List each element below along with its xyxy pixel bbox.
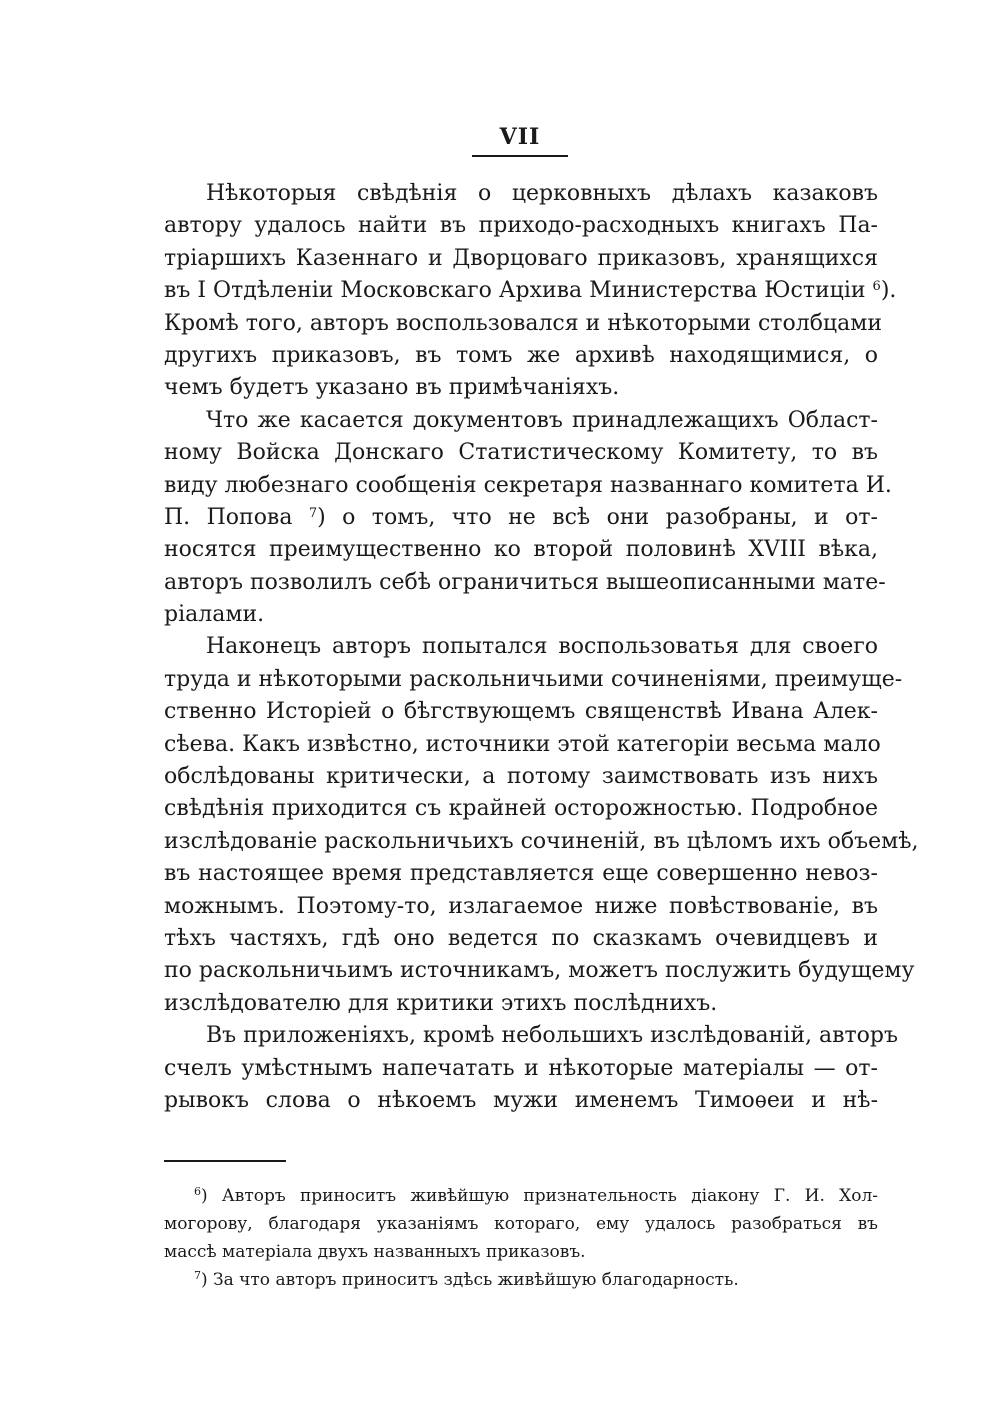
text-line: труда и нѣкоторыми раскольничьими сочиненіями, преимуще- [164,666,903,692]
text-line: свѣдѣнія приходится съ крайней осторожностью. Подробное [164,796,878,822]
text-line: виду любезнаго сообщенія секретаря названнаго комитета И. [164,472,892,498]
text-line: рывокъ слова о нѣкоемъ мужи именемъ Тимоѳеи и нѣ- [164,1087,878,1113]
footnote-line: массѣ матеріала двухъ названныхъ приказовъ. [164,1242,586,1262]
text-line: тріаршихъ Казеннаго и Дворцоваго приказовъ, хранящихся [164,245,878,271]
text-line: ріалами. [164,602,265,628]
footnote-ref[interactable]: 7 [308,505,318,521]
text-line: сѣева. Какъ извѣстно, источники этой категоріи весьма мало [164,731,881,757]
footnote [164,1266,878,1294]
text-line [164,502,878,534]
footnote-rule [164,1160,286,1162]
footnote-line [164,1266,878,1294]
text-line: другихъ приказовъ, въ томъ же архивѣ находящимися, о [164,342,878,368]
footnote-marker: 7 [194,1269,201,1282]
text-span: ) За что авторъ приноситъ здѣсь живѣйшую благодарность. [201,1270,739,1290]
footnote-line: могорову, благодаря указаніямъ котораго, ему удалось разобраться въ [164,1214,878,1234]
paragraph [164,1020,898,1117]
text-line: Въ приложеніяхъ, кромѣ небольшихъ изслѣдованій, авторъ [206,1023,898,1049]
text-line: счелъ умѣстнымъ напечатать и нѣкоторые матеріалы — от- [164,1055,878,1081]
paragraph [164,631,919,1020]
text-line: чемъ будетъ указано въ примѣчаніяхъ. [164,375,620,401]
text-span: ). [880,278,897,304]
text-line: ственно Исторіей о бѣгствующемъ священствѣ Ивана Алек- [164,699,878,725]
main-text [164,178,919,1117]
text-line: Кромѣ того, авторъ воспользовался и нѣкоторыми столбцами [164,310,882,336]
text-line: можнымъ. Поэтому-то, излагаемое ниже повѣствованіе, въ [164,893,878,919]
text-line: Наконецъ авторъ попытался воспользоватья для своего [206,634,878,660]
paragraph [164,405,892,632]
text-line: Нѣкоторыя свѣдѣнія о церковныхъ дѣлахъ казаковъ [206,181,878,206]
text-span: ) о томъ, что не всѣ они разобраны, и от- [317,504,878,530]
footnote [164,1182,878,1266]
text-line: обслѣдованы критически, а потому заимствовать изъ нихъ [164,764,878,790]
text-line: тѣхъ частяхъ, гдѣ оно ведется по сказкамъ очевидцевъ и [164,925,878,951]
text-span: П. Попова [164,504,293,530]
text-line: въ настоящее время представляется еще совершенно невоз- [164,861,878,887]
footnotes [164,1182,878,1294]
footnote-line [164,1182,878,1210]
text-line: авторъ позволилъ себѣ ограничиться вышеописанными мате- [164,569,886,595]
text-line: автору удалось найти въ приходо-расходныхъ книгахъ Па- [164,213,878,239]
text-line: изслѣдователю для критики этихъ послѣднихъ. [164,990,718,1016]
header-rule [472,155,568,157]
footnote-ref[interactable]: 6 [872,279,881,295]
page-number: VII [499,124,541,150]
text-span: въ I Отдѣленіи Московскаго Архива Министерства Юстиціи [164,278,866,304]
text-line: изслѣдованіе раскольничьихъ сочиненій, въ цѣломъ ихъ объемѣ, [164,828,919,854]
text-line: ному Войска Донскаго Статистическому Комитету, то въ [164,440,878,466]
paragraph [164,178,897,405]
text-line [164,275,897,307]
footnote-marker: 6 [194,1185,201,1198]
text-line: носятся преимущественно ко второй половинѣ XVIII вѣка, [164,537,878,563]
text-line: по раскольничьимъ источникамъ, можетъ послужить будущему [164,958,915,984]
text-span: ) Авторъ приноситъ живѣйшую признательность діакону Г. И. Хол- [201,1186,878,1206]
text-line: Что же касается документовъ принадлежащихъ Област- [206,407,878,433]
